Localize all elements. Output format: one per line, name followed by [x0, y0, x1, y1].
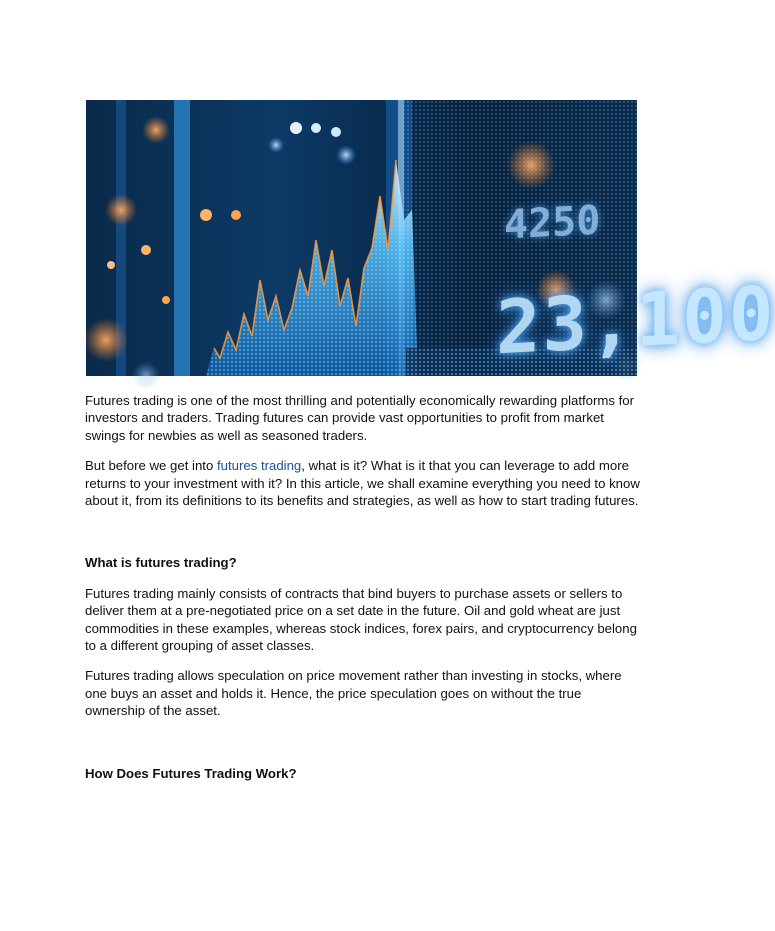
- intro-p2-before: But before we get into: [85, 458, 217, 474]
- section1-paragraph-1: Futures trading mainly consists of contracts that bind buyers to purchase assets or sellers to deliver them at a pre-negotiated price on a set date in the future. Oil and gold wheat are just commodities in these examples, whereas stock indices, forex pairs, and cryptocurrency belong to a different grouping of asset classes.: [85, 585, 637, 654]
- intro-paragraph-2: [85, 457, 640, 509]
- section1-paragraph-2: Futures trading allows speculation on price movement rather than investing in stocks, where one buys an asset and holds it. Hence, the price speculation goes on without the true ownership of the asset.: [85, 668, 622, 719]
- article-body: [85, 392, 640, 782]
- ticker-large-value: 23,100: [496, 270, 775, 372]
- spacer: [85, 522, 640, 554]
- intro-p2-after: , what is it? What is it that you can leverage to add more returns to your investment with it? In this article, we shall examine everything you need to know about it, from its definitions to its benefits and strategies, as well as how to start trading futures.: [85, 458, 640, 509]
- hero-image: [86, 100, 775, 376]
- section-heading-what-is: What is futures trading?: [85, 555, 237, 571]
- spacer: [85, 733, 640, 765]
- section-heading-how-it-works: How Does Futures Trading Work?: [85, 765, 297, 781]
- futures-trading-link[interactable]: futures trading: [216, 458, 302, 474]
- ticker-small-value: 4250: [504, 197, 601, 249]
- intro-paragraph-1: Futures trading is one of the most thrilling and potentially economically rewarding platforms for investors and traders. Trading futures can provide vast opportunities to profit from market swings for newbies as well as seasoned traders.: [85, 393, 635, 443]
